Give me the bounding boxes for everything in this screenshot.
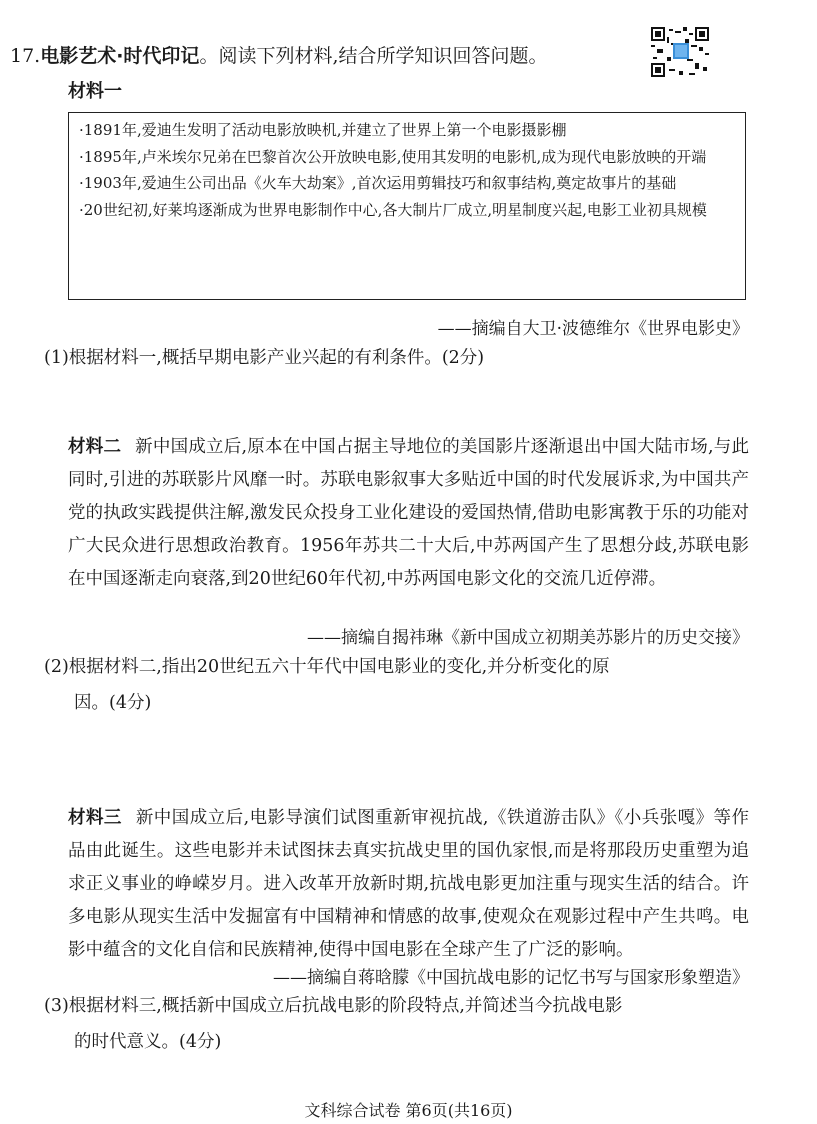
material1-item: ·1895年,卢米埃尔兄弟在巴黎首次公开放映电影,使用其发明的电影机,成为现代电影放映的开端 xyxy=(79,147,707,166)
question-topic: 电影艺术·时代印记 xyxy=(40,45,200,67)
material1-item: ·1903年,爱迪生公司出品《火车大劫案》,首次运用剪辑技巧和叙事结构,奠定故事片的基础 xyxy=(79,174,677,192)
question-instruction: 。阅读下列材料,结合所学知识回答问题。 xyxy=(199,45,548,67)
question-3-line1: (3)根据材料三,概括新中国成立后抗战电影的阶段特点,并简述当今抗战电影 xyxy=(44,996,623,1016)
question-3-line2: 的时代意义。(4分) xyxy=(74,1032,222,1052)
question-3 xyxy=(44,988,749,1060)
material3-text: 新中国成立后,电影导演们试图重新审视抗战,《铁道游击队》《小兵张嘎》等作品由此诞生。这些电影并未试图抹去真实抗战史里的国仇家恨,而是将那段历史重塑为追求正义事业的峥嵘岁月。进入改革开放新时期,抗战电影更加注重与现实生活的结合。许多电影从现实生活中发掘富有中国精神和情感的故事,使观众在观影过程中产生共鸣。电影中蕴含的文化自信和民族精神,使得中国电影在全球产生了广泛的影响。 xyxy=(68,808,750,960)
material2-text: 新中国成立后,原本在中国占据主导地位的美国影片逐渐退出中国大陆市场,与此同时,引进的苏联影片风靡一时。苏联电影叙事大多贴近中国的时代发展诉求,为中国共产党的执政实践提供注解,激发民众投身工业化建设的爱国热情,借助电影寓教于乐的功能对广大民众进行思想政治教育。1956年苏共二十大后,中苏两国产生了思想分歧,苏联电影在中国逐渐走向衰落,到20世纪60年代初,中苏两国电影文化的交流几近停滞。 xyxy=(68,437,750,589)
material3 xyxy=(68,802,749,967)
qr-code-icon xyxy=(651,27,709,77)
question-title xyxy=(10,41,547,68)
material1-source: ——摘编自大卫·波德维尔《世界电影史》 xyxy=(437,319,749,339)
material2 xyxy=(68,431,749,596)
question-number: 17. xyxy=(10,45,41,67)
question-1: (1)根据材料一,概括早期电影产业兴起的有利条件。(2分) xyxy=(44,348,485,368)
question-2-line2: 因。(4分) xyxy=(74,693,152,713)
material3-label: 材料三 xyxy=(68,808,122,828)
material1-item: ·20世纪初,好莱坞逐渐成为世界电影制作中心,各大制片厂成立,明星制度兴起,电影工业初具规模 xyxy=(79,200,707,219)
page-footer: 文科综合试卷 第6页(共16页) xyxy=(304,1101,513,1120)
material2-label: 材料二 xyxy=(68,437,122,457)
material2-source: ——摘编自揭祎琳《新中国成立初期美苏影片的历史交接》 xyxy=(307,628,749,648)
material1-item: ·1891年,爱迪生发明了活动电影放映机,并建立了世界上第一个电影摄影棚 xyxy=(79,121,567,139)
material3-source: ——摘编自蒋晗朦《中国抗战电影的记忆书写与国家形象塑造》 xyxy=(273,968,749,988)
question-2 xyxy=(44,649,749,721)
material1-label: 材料一 xyxy=(68,81,122,102)
material1-box xyxy=(68,112,746,300)
question-2-line1: (2)根据材料二,指出20世纪五六十年代中国电影业的变化,并分析变化的原 xyxy=(44,657,610,677)
